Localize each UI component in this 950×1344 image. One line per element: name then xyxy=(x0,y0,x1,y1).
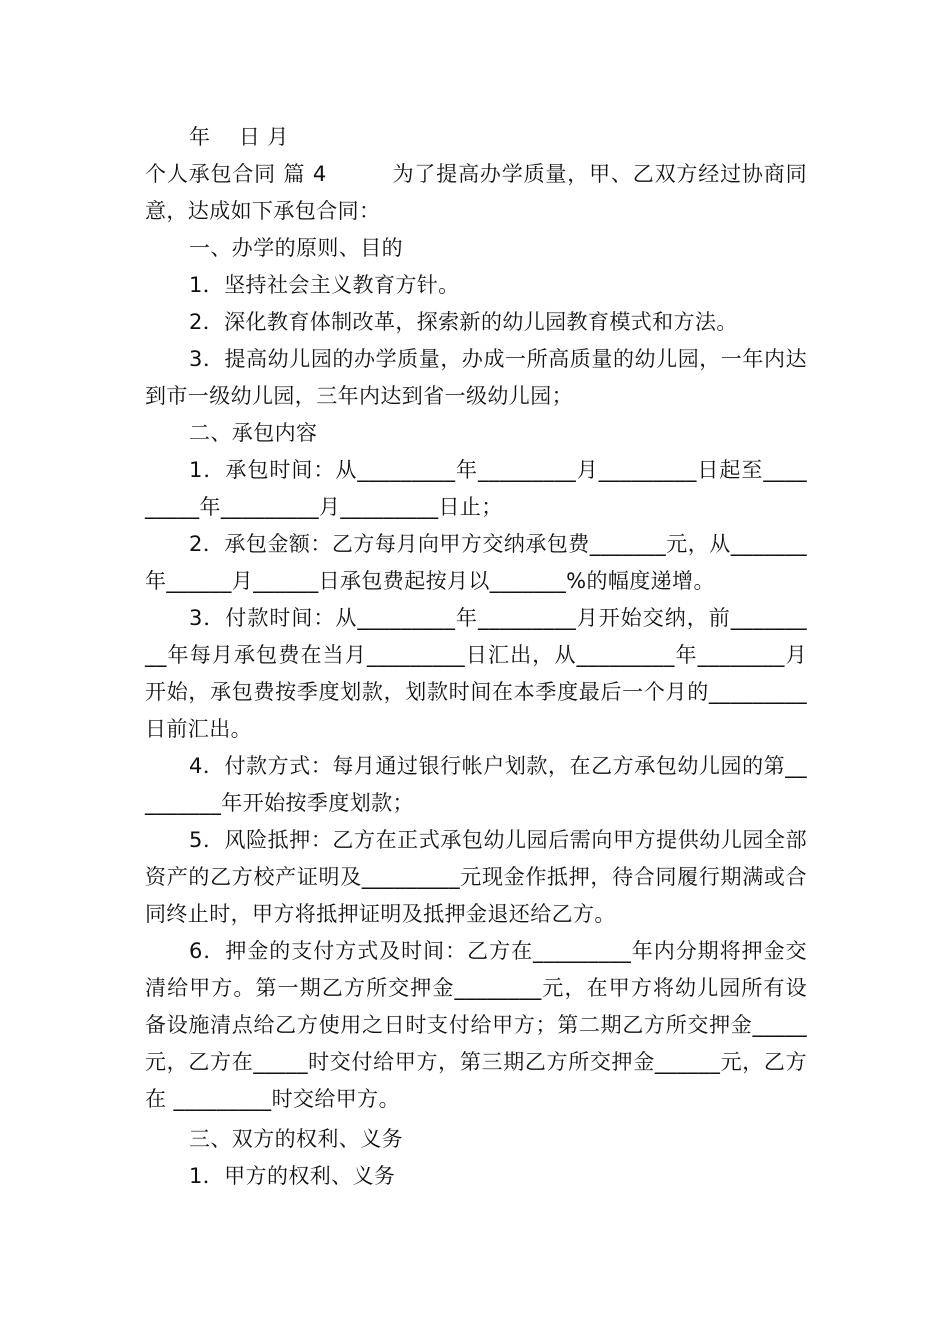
principle-item-3: 3．提高幼儿园的办学质量，办成一所高质量的幼儿园，一年内达到市一级幼儿园，三年内达到省一级幼儿园； xyxy=(145,347,807,408)
date-line: 年 日 月 xyxy=(189,125,289,149)
content-item-6: 6．押金的支付方式及时间：乙方在_________年内分期将押金交清给甲方。第一期乙方所交押金________元，在甲方将幼儿园所有设备设施清点给乙方使用之日时支付给甲方；第二期乙方所交押金_____元，乙方在_____时交付给甲方，第三期乙方所交押金______元，乙方在 _________时交给甲方。 xyxy=(145,939,807,1111)
content-item-2: 2．承包金额：乙方每月向甲方交纳承包费_______元，从_______年______月______日承包费起按月以_______%的幅度递增。 xyxy=(145,532,807,593)
principle-item-1: 1．坚持社会主义教育方针。 xyxy=(189,273,460,297)
content-item-5: 5．风险抵押：乙方在正式承包幼儿园后需向甲方提供幼儿园全部资产的乙方校产证明及_________元现金作抵押，待合同履行期满或合同终止时，甲方将抵押证明及抵押金退还给乙方。 xyxy=(145,828,807,926)
contract-intro-paragraph: 个人承包合同 篇 4 为了提高办学质量，甲、乙双方经过协商同意，达成如下承包合同： xyxy=(145,162,807,223)
content-item-1: 1．承包时间：从_________年_________月_________日起至_________年_________月_________日止； xyxy=(145,458,807,519)
content-item-4: 4．付款方式：每月通过银行帐户划款，在乙方承包幼儿园的第_________年开始按季度划款； xyxy=(145,754,807,815)
section-heading-rights: 三、双方的权利、义务 xyxy=(189,1127,403,1151)
content-item-3: 3．付款时间：从_________年_________月开始交纳，前_________年每月承包费在当月_________日汇出，从_________年________月开始，承包费按季度划款，划款时间在本季度最后一个月的_________日前汇出。 xyxy=(145,606,807,741)
document-body xyxy=(145,119,807,1195)
rights-item-1: 1．甲方的权利、义务 xyxy=(189,1164,396,1188)
principle-item-2: 2．深化教育体制改革，探索新的幼儿园教育模式和方法。 xyxy=(189,310,738,334)
section-heading-content: 二、承包内容 xyxy=(189,421,318,445)
section-heading-principles: 一、办学的原则、目的 xyxy=(189,236,403,260)
